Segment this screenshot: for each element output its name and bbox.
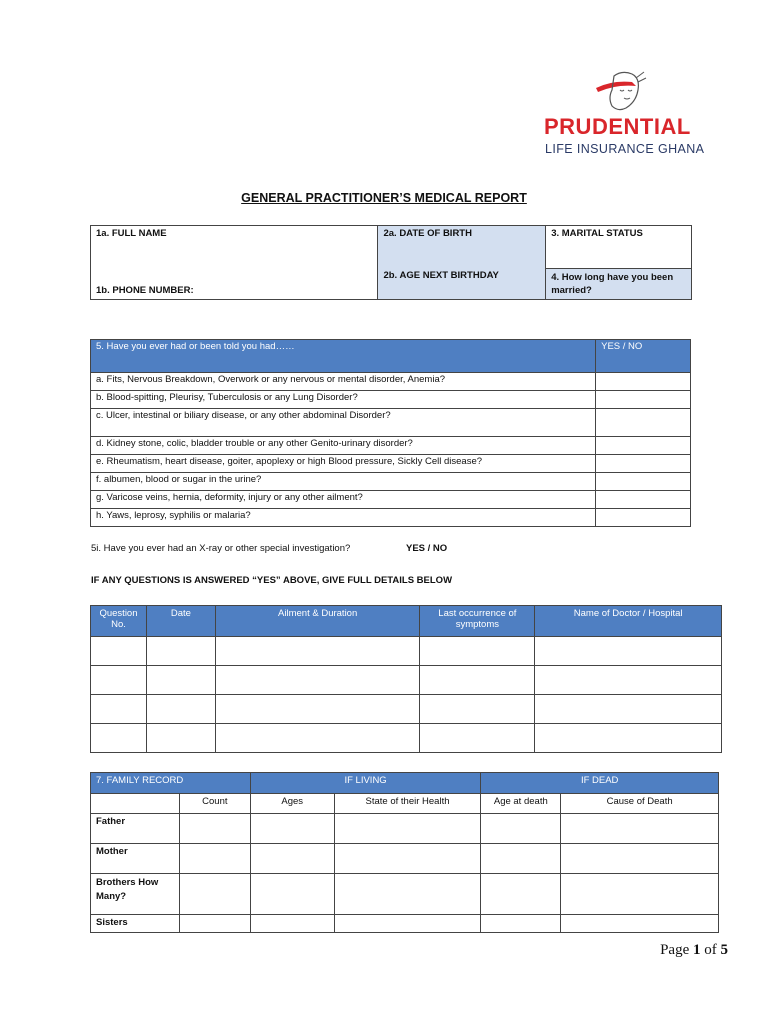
family-record-title: 7. FAMILY RECORD	[91, 773, 251, 794]
q5-yes-no-header: YES / NO	[596, 340, 691, 373]
table-row	[91, 874, 719, 915]
q5-item-b: b. Blood-spitting, Pleurisy, Tuberculosis or any Lung Disorder?	[91, 391, 596, 409]
details-cell[interactable]	[146, 637, 215, 666]
page-number	[660, 942, 728, 959]
married-duration-label: 4. How long have you been married?	[551, 272, 674, 296]
details-header-date: Date	[146, 606, 215, 637]
table-row	[91, 637, 722, 666]
q5-item-g: g. Varicose veins, hernia, deformity, injury or any other ailment?	[91, 491, 596, 509]
family-cell[interactable]	[561, 874, 719, 915]
details-cell[interactable]	[420, 666, 535, 695]
q5-answer-e[interactable]	[596, 455, 691, 473]
family-cell[interactable]	[334, 844, 481, 874]
family-row-brothers: Brothers How Many?	[91, 874, 180, 915]
marital-status-field[interactable]	[546, 226, 692, 269]
family-cell[interactable]	[250, 814, 334, 844]
marital-status-label: 3. MARITAL STATUS	[551, 228, 643, 239]
family-cell[interactable]	[250, 915, 334, 933]
q5-item-h: h. Yaws, leprosy, syphilis or malaria?	[91, 509, 596, 527]
family-row-father: Father	[91, 814, 180, 844]
family-cell[interactable]	[481, 874, 561, 915]
details-header-doctor: Name of Doctor / Hospital	[535, 606, 722, 637]
full-name-label: 1a. FULL NAME	[96, 228, 167, 239]
family-header-health: State of their Health	[334, 794, 481, 814]
details-instruction: IF ANY QUESTIONS IS ANSWERED “YES” ABOVE, GIVE FULL DETAILS BELOW	[91, 575, 453, 586]
table-row	[91, 724, 722, 753]
q5-answer-h[interactable]	[596, 509, 691, 527]
details-cell[interactable]	[146, 724, 215, 753]
age-label: 2b. AGE NEXT BIRTHDAY	[383, 270, 499, 281]
details-cell[interactable]	[215, 724, 420, 753]
family-cell[interactable]	[561, 915, 719, 933]
if-dead-header: IF DEAD	[481, 773, 719, 794]
family-cell[interactable]	[481, 844, 561, 874]
family-cell[interactable]	[179, 915, 250, 933]
family-cell[interactable]	[179, 844, 250, 874]
q5-answer-d[interactable]	[596, 437, 691, 455]
family-record-table	[90, 772, 719, 933]
q5-answer-g[interactable]	[596, 491, 691, 509]
page-total: 5	[720, 942, 728, 958]
question-5-table	[90, 339, 691, 527]
family-cell[interactable]	[250, 874, 334, 915]
family-cell[interactable]	[481, 814, 561, 844]
details-cell[interactable]	[215, 637, 420, 666]
page-current: 1	[693, 942, 701, 958]
family-cell[interactable]	[481, 915, 561, 933]
details-cell[interactable]	[91, 695, 147, 724]
of-word: of	[704, 942, 717, 958]
family-cell[interactable]	[250, 844, 334, 874]
details-header-last-occurrence: Last occurrence of symptoms	[420, 606, 535, 637]
dob-field[interactable]	[378, 226, 546, 300]
full-name-field[interactable]	[91, 226, 378, 300]
table-row	[91, 814, 719, 844]
details-cell[interactable]	[535, 724, 722, 753]
family-blank-header	[91, 794, 180, 814]
personal-info-table	[90, 225, 692, 300]
q5-item-a: a. Fits, Nervous Breakdown, Overwork or any nervous or mental disorder, Anemia?	[91, 373, 596, 391]
details-cell[interactable]	[535, 666, 722, 695]
if-living-header: IF LIVING	[250, 773, 481, 794]
details-cell[interactable]	[91, 724, 147, 753]
q5-item-f: f. albumen, blood or sugar in the urine?	[91, 473, 596, 491]
family-cell[interactable]	[334, 874, 481, 915]
family-header-cause-of-death: Cause of Death	[561, 794, 719, 814]
details-cell[interactable]	[535, 695, 722, 724]
q5-item-e: e. Rheumatism, heart disease, goiter, apoplexy or high Blood pressure, Sickly Cell disease?	[91, 455, 596, 473]
family-cell[interactable]	[179, 874, 250, 915]
prudential-logo-icon	[592, 68, 652, 116]
phone-number-label: 1b. PHONE NUMBER:	[96, 285, 194, 296]
dob-label: 2a. DATE OF BIRTH	[383, 228, 472, 239]
family-cell[interactable]	[179, 814, 250, 844]
details-cell[interactable]	[146, 666, 215, 695]
page-title: GENERAL PRACTITIONER’S MEDICAL REPORT	[241, 191, 527, 205]
q5-answer-f[interactable]	[596, 473, 691, 491]
q5-item-d: d. Kidney stone, colic, bladder trouble or any other Genito-urinary disorder?	[91, 437, 596, 455]
page-word: Page	[660, 942, 690, 958]
details-table	[90, 605, 722, 753]
details-cell[interactable]	[420, 724, 535, 753]
table-row	[91, 844, 719, 874]
family-cell[interactable]	[334, 915, 481, 933]
family-header-count: Count	[179, 794, 250, 814]
q5-answer-a[interactable]	[596, 373, 691, 391]
family-cell[interactable]	[561, 844, 719, 874]
married-duration-field[interactable]	[546, 269, 692, 300]
q5-answer-b[interactable]	[596, 391, 691, 409]
details-cell[interactable]	[535, 637, 722, 666]
family-row-mother: Mother	[91, 844, 180, 874]
details-cell[interactable]	[215, 666, 420, 695]
table-row	[91, 666, 722, 695]
family-cell[interactable]	[561, 814, 719, 844]
details-header-question-no: Question No.	[91, 606, 147, 637]
q5-header: 5. Have you ever had or been told you had……	[91, 340, 596, 373]
family-row-sisters: Sisters	[91, 915, 180, 933]
q5i-yes-no[interactable]: YES / NO	[406, 543, 448, 554]
table-row	[91, 695, 722, 724]
details-cell[interactable]	[146, 695, 215, 724]
q5-item-c: c. Ulcer, intestinal or biliary disease, or any other abdominal Disorder?	[91, 409, 596, 437]
details-cell[interactable]	[420, 695, 535, 724]
q5i-question: 5i. Have you ever had an X-ray or other special investigation?	[91, 543, 351, 554]
family-header-age-at-death: Age at death	[481, 794, 561, 814]
family-header-ages: Ages	[250, 794, 334, 814]
details-header-ailment: Ailment & Duration	[215, 606, 420, 637]
brand-name: PRUDENTIAL	[544, 114, 691, 139]
details-cell[interactable]	[215, 695, 420, 724]
details-cell[interactable]	[420, 637, 535, 666]
details-cell[interactable]	[91, 666, 147, 695]
brand-subtitle: LIFE INSURANCE GHANA	[545, 142, 705, 156]
details-cell[interactable]	[91, 637, 147, 666]
family-cell[interactable]	[334, 814, 481, 844]
q5-answer-c[interactable]	[596, 409, 691, 437]
table-row	[91, 915, 719, 933]
